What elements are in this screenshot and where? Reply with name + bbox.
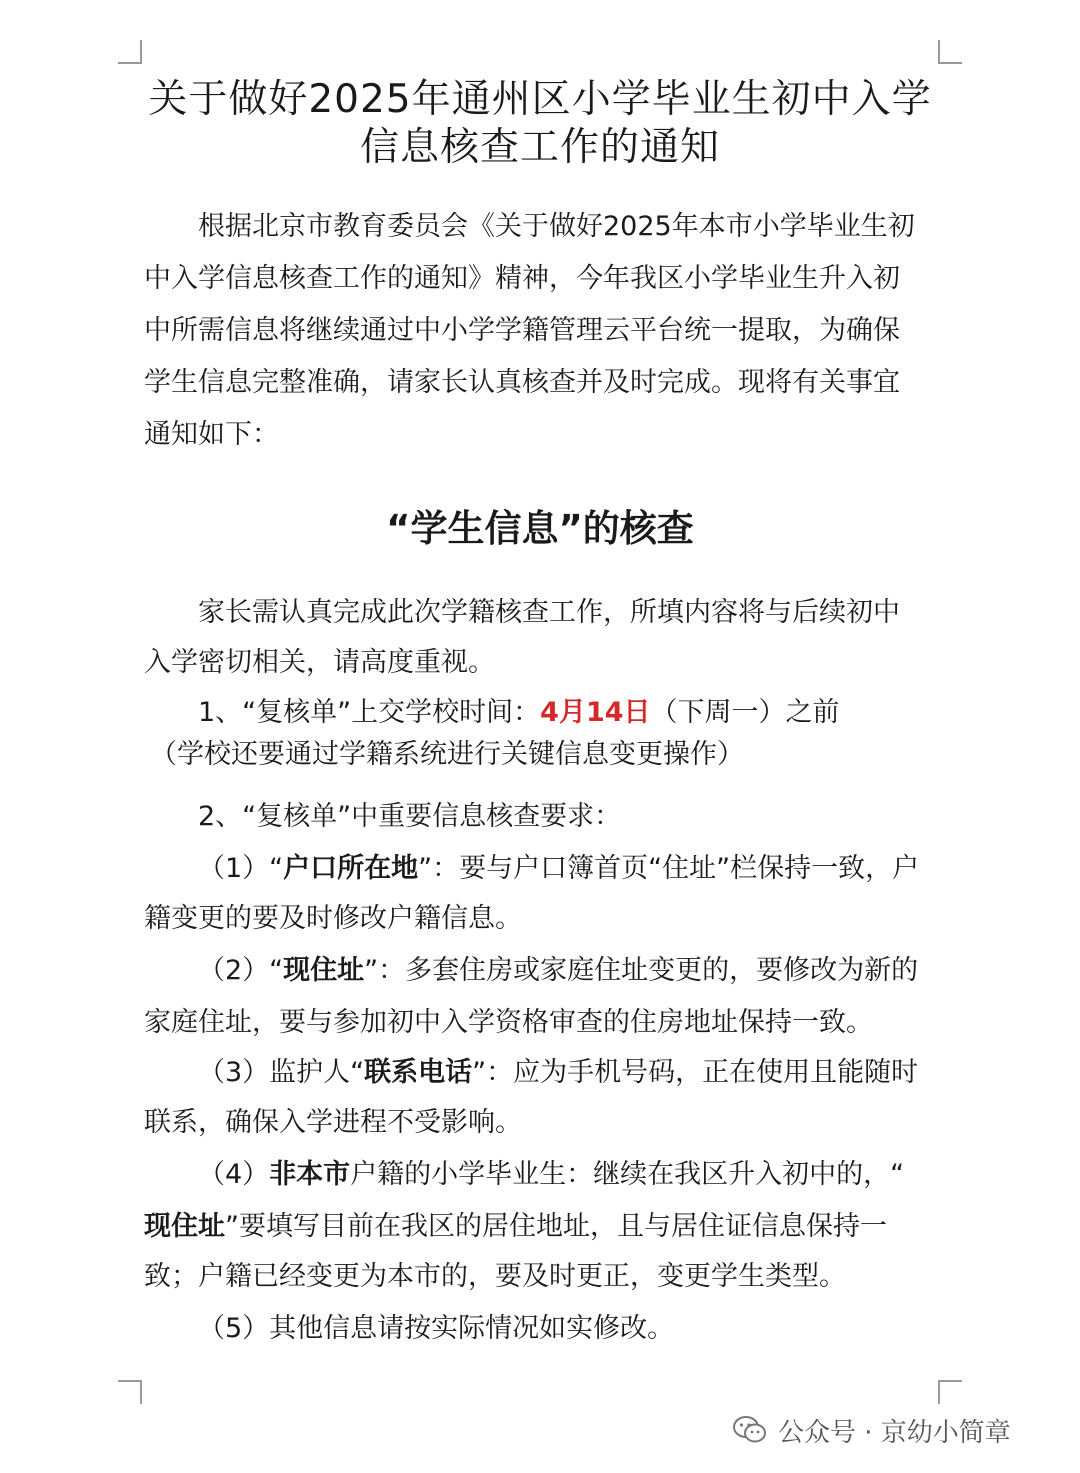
item-1-prefix: 1、“复核单”上交学校时间： [198,697,541,728]
sub-item-5-line: （5）其他信息请按实际情况如实修改。 [198,1313,675,1344]
sub-item-1-text: ”：要与户口簿首页“住址”栏保持一致，户 [418,853,920,884]
sub-item-2-line-1 [198,954,918,988]
sub-item-1-keyword: 户口所在地 [283,853,419,884]
document-title-line-2: 信息核查工作的通知 [359,125,720,170]
intro-line-2: 中入学信息核查工作的通知》精神，今年我区小学毕业生升入初 [144,263,900,294]
sub-item-4-line-3: 致；户籍已经变更为本市的，要及时更正，变更学生类型。 [144,1261,846,1292]
corner-mark-top-right [938,40,962,64]
sub-item-1-prefix: （1）“ [198,853,284,884]
intro-line-4: 学生信息完整准确，请家长认真核查并及时完成。现将有关事宜 [144,367,900,398]
intro-line-1: 根据北京市教育委员会《关于做好2025年本市小学毕业生初 [198,211,915,242]
wechat-account-footer [732,1412,1011,1448]
section-para-line-1: 家长需认真完成此次学籍核查工作，所填内容将与后续初中 [198,597,900,628]
sub-item-1-line-2: 籍变更的要及时修改户籍信息。 [144,903,522,934]
sub-item-4-text: 户籍的小学毕业生：继续在我区升入初中的，“ [350,1159,905,1190]
item-2-line: 2、“复核单”中重要信息核查要求： [198,801,622,832]
sub-item-3-line-1 [198,1056,918,1090]
sub-item-3-text: ”：应为手机号码，正在使用且能随时 [472,1057,919,1088]
sub-item-2-prefix: （2）“ [198,955,284,986]
sub-item-2-line-2: 家庭住址，要与参加初中入学资格审查的住房地址保持一致。 [144,1007,873,1038]
sub-item-3-keyword: 联系电话 [364,1057,473,1088]
item-1-deadline-date: 4月14日 [540,697,651,728]
sub-item-4-line-1 [198,1158,904,1192]
sub-item-4-prefix: （4） [198,1159,270,1190]
sub-item-4-keyword-2: 现住址 [144,1211,225,1242]
sub-item-2-text: ”：多套住房或家庭住址变更的，要修改为新的 [364,955,919,986]
section-heading: “学生信息”的核查 [386,507,694,550]
sub-item-3-line-2: 联系，确保入学进程不受影响。 [144,1107,522,1138]
sub-item-2-keyword: 现住址 [283,955,365,986]
sub-item-4-keyword: 非本市 [269,1159,351,1190]
section-para-line-2: 入学密切相关，请高度重视。 [144,647,495,678]
sub-item-3-prefix: （3）监护人“ [198,1057,365,1088]
wechat-icon [732,1415,768,1445]
wechat-account-label: 公众号 · 京幼小简章 [778,1417,1011,1448]
sub-item-1-line-1 [198,852,919,886]
item-1-suffix: （下周一）之前 [650,697,840,728]
corner-mark-top-left [118,40,142,64]
intro-line-5: 通知如下： [144,419,279,450]
sub-item-4-line-2 [144,1210,887,1244]
corner-mark-bottom-right [938,1380,962,1404]
corner-mark-bottom-left [118,1380,142,1404]
item-1-line [198,696,840,730]
sub-item-4-text-2: ”要填写目前在我区的居住地址，且与居住证信息保持一 [225,1211,887,1242]
item-1-note: （学校还要通过学籍系统进行关键信息变更操作） [150,739,744,770]
document-title-line-1: 关于做好2025年通州区小学毕业生初中入学 [148,77,932,122]
intro-line-3: 中所需信息将继续通过中小学学籍管理云平台统一提取，为确保 [144,315,900,346]
